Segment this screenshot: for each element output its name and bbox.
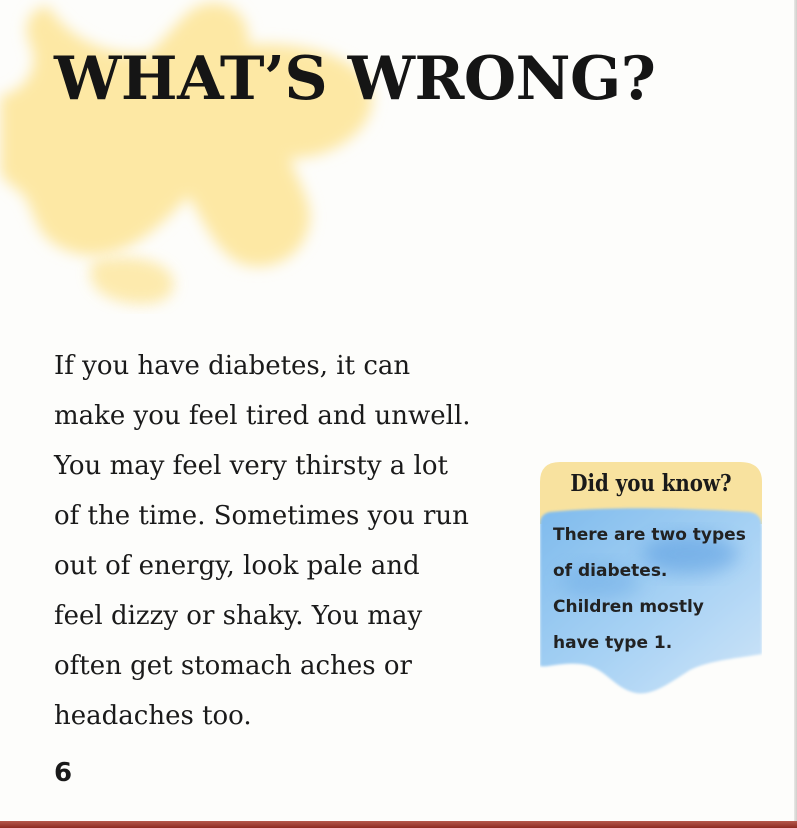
body-line: of the time. Sometimes you run [54, 501, 469, 531]
body-line: make you feel tired and unwell. [54, 401, 471, 431]
fact-line: There are two types [553, 525, 746, 545]
body-line: If you have diabetes, it can [54, 351, 411, 381]
body-line: feel dizzy or shaky. You may [54, 601, 423, 631]
body-line: often get stomach aches or [54, 651, 412, 681]
body-paragraph [54, 341, 534, 741]
fact-line: have type 1. [553, 633, 673, 653]
did-you-know-text [553, 517, 763, 661]
body-line: headaches too. [54, 701, 252, 731]
did-you-know-title: Did you know? [570, 470, 732, 497]
page-number: 6 [54, 758, 73, 788]
page-title: WHAT’S WRONG? [54, 44, 656, 114]
fact-line: of diabetes. [553, 561, 668, 581]
fact-line: Children mostly [553, 597, 704, 617]
body-line: You may feel very thirsty a lot [54, 451, 448, 481]
body-line: out of energy, look pale and [54, 551, 420, 581]
book-cover-edge [0, 821, 797, 828]
did-you-know-box [540, 462, 762, 698]
